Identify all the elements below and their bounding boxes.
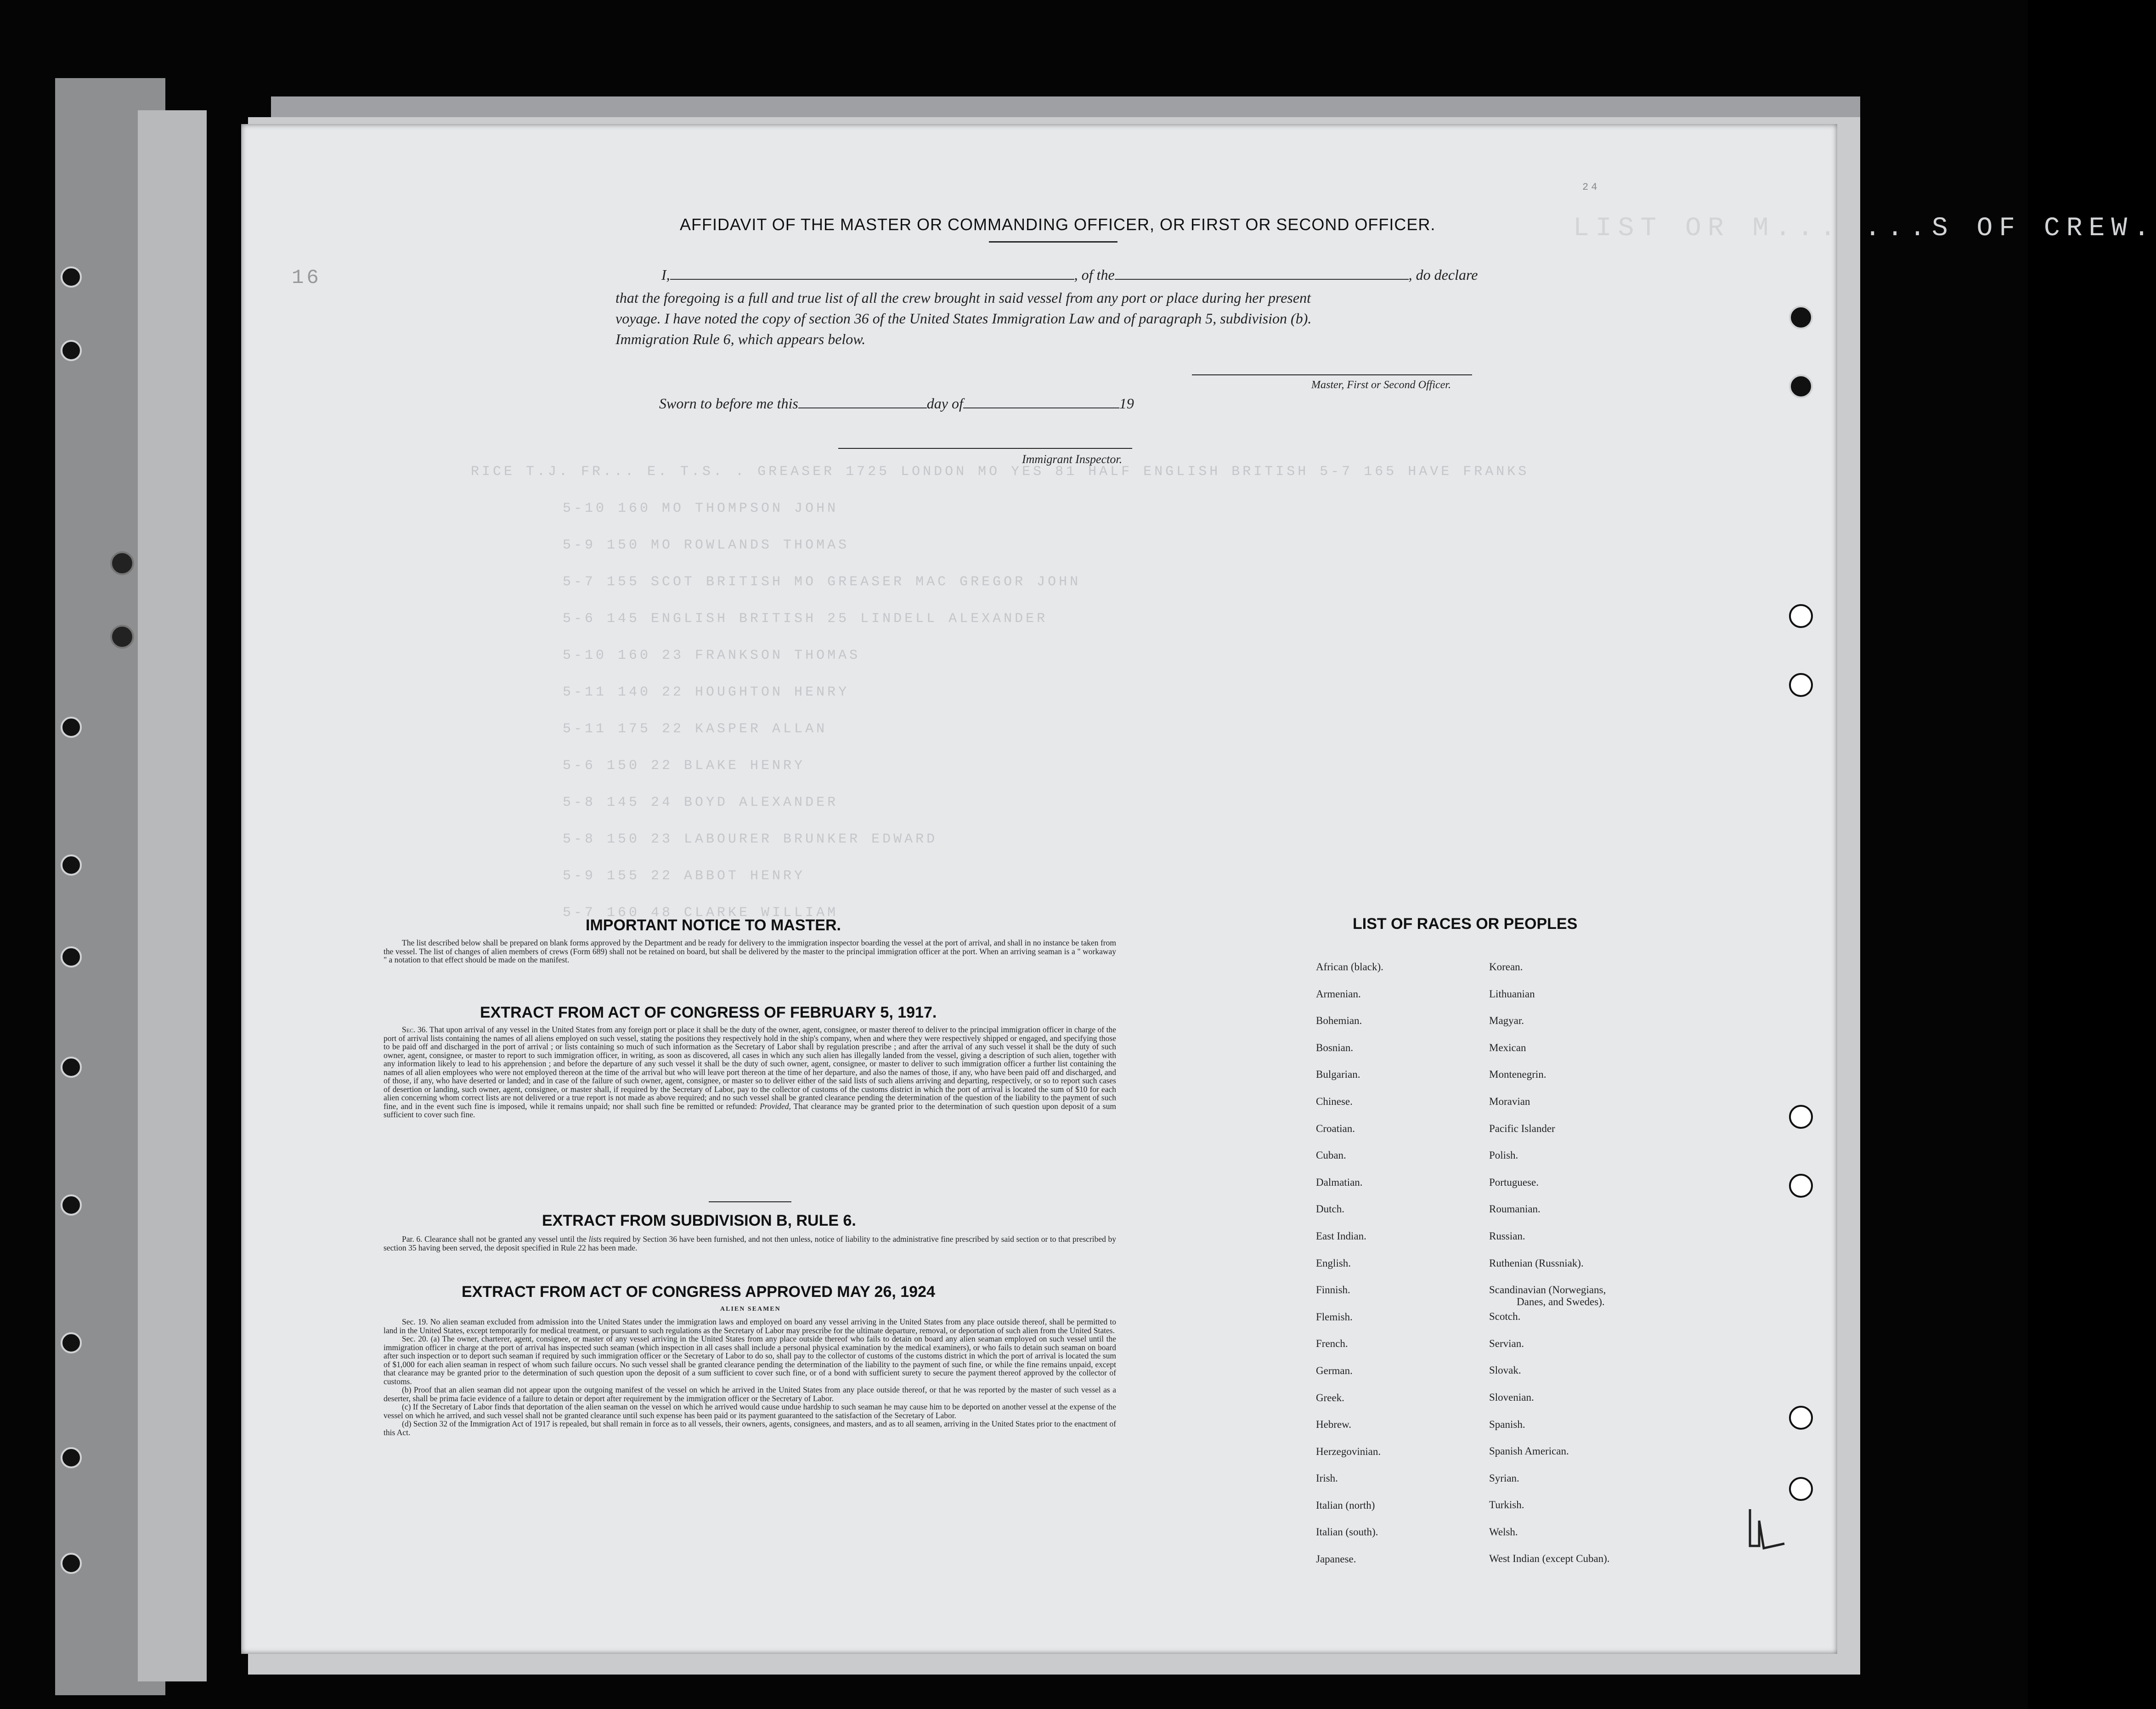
race-item: Croatian. [1316, 1122, 1355, 1134]
binder-hole [61, 854, 82, 876]
inspector-line [838, 448, 1132, 449]
race-item: Dalmatian. [1316, 1176, 1363, 1188]
race-item: Finnish. [1316, 1284, 1350, 1296]
races-column-1 [1316, 961, 1383, 1580]
race-item: Armenian. [1316, 988, 1361, 1000]
race-item: Mexican [1489, 1041, 1526, 1053]
affidavit-line-1: I, , of the , do declare [661, 266, 1478, 283]
races-title: LIST OF RACES OR PEOPLES [1353, 915, 1578, 933]
race-item: Dutch. [1316, 1203, 1344, 1215]
affidavit-line-2: that the foregoing is a full and true list of all the crew brought in said vessel from any port or place during her present [615, 289, 1311, 306]
title-rule [989, 241, 1118, 243]
binder-hole [61, 1447, 82, 1468]
race-item: Italian (south). [1316, 1526, 1378, 1538]
binder-ring [1789, 1477, 1813, 1501]
race-item: Irish. [1316, 1472, 1338, 1484]
race-item: Lithuanian [1489, 988, 1535, 1000]
race-item: Greek. [1316, 1392, 1344, 1403]
affidavit-line-4: Immigration Rule 6, which appears below. [615, 331, 866, 347]
race-item: Servian. [1489, 1337, 1524, 1349]
binder-ring [1789, 1406, 1813, 1430]
binder-hole [61, 1057, 82, 1078]
race-item: Italian (north) [1316, 1499, 1375, 1511]
affidavit-line-3: voyage. I have noted the copy of section 36 of the United States Immigration Law and of paragraph 5, subdivision (b). [615, 310, 1312, 327]
race-item: Montenegrin. [1489, 1069, 1546, 1081]
binder-hole [61, 266, 82, 288]
binder-strip-inner [138, 110, 207, 1681]
race-item: Bosnian. [1316, 1041, 1354, 1053]
notice-title: IMPORTANT NOTICE TO MASTER. [586, 917, 841, 934]
race-item: African (black). [1316, 961, 1383, 973]
race-item: Moravian [1489, 1095, 1530, 1107]
binder-hole [110, 551, 134, 575]
race-item: Spanish American. [1489, 1445, 1569, 1457]
race-item: Korean. [1489, 961, 1523, 973]
alien-seamen-subtitle: ALIEN SEAMEN [720, 1306, 781, 1313]
handwritten-mark [1741, 1507, 1796, 1564]
binder-hole [61, 1332, 82, 1353]
binder-ring [1789, 604, 1813, 628]
binder-ring [1789, 1105, 1813, 1129]
race-item: Pacific Islander [1489, 1122, 1555, 1134]
binder-hole [110, 625, 134, 649]
binder-ring [1789, 673, 1813, 697]
race-item: East Indian. [1316, 1230, 1366, 1242]
manifest-page: LIST OR M... ...S OF CREW. 16 24 RICE T.J. FR... E. T.S. . GREASER 1725 LONDON MO YES 81 HALF ENGLISH BRITISH 5-7 165 HAVE FRANKS 5-10 160 MO THOMPSON JOHN 5-9 150 MO ROWLANDS THOMAS 5-7 155 SCOT BRITISH MO GREASER MAC GREGOR JOHN 5-6 145 ENGLISH BRITISH 25 LINDELL ALEXANDER 5-10 160 23 FRANKSON THOMAS 5-11 140 22 HOUGHTON HENRY 5-11 175 22 KASPER ALLAN 5-6 150 22 BLAKE HENRY 5-8 145 24 BOYD ALEXANDER 5-8 150 23 LABOURER BRUNKER EDWARD 5-9 155 22 ABBOT HENRY 5-7 160 48 CLARKE WILLIAM AFFIDAVIT OF THE MASTER OR COMMANDING OFFICER, OR FIRST OR SECOND OFFICER. I, , of the , do declare that the foregoing is a full and true list of all the crew brought in said vessel from any port or place during her present voyage. I have noted the copy of section 36 of the United States Immigration Law and of paragraph 5, subdivision (b). Immigration Rule 6, which appears below. Master, First or Second Officer. Sworn to before me this day of 19 Immigrant Inspector. IMPORTANT NOTICE TO MASTER. The list described below shall be prepared on blank forms approved by the Department and be ready for delivery to the immigration inspector boarding the vessel at the port of arrival, and shall in no instance be taken from the vessel. The list of changes of alien members of crews (Form 689) shall not be retained on board, but shall be delivered by the master to the principal immigration officer at the port. When an arriving seaman is a " workaway " a notation to that effect should be made on the manifest. EXTRACT FROM ACT OF CONGRESS OF FEBRUARY 5, 1917. Sec. 36. That upon arrival of any vessel in the United States from any foreign port or place it shall be the duty of the owner, agent, consignee, or master thereof to deliver to the principal immigration officer in charge of the port of arrival lists containing the names of all aliens employed on such vessel, stating the positions they respectively hold in the ship's company, when and where they were respectively shipped or engaged, and specifying those to be paid off and discharged in the port of arrival ; or lists containing so much of such information as the Secretary of Labor shall by regulation prescribe ; and after the arrival of any such vessel it shall be the duty of such owner, agent, consignee, or master to report to such immigration officer, in writing, as soon as discovered, all cases in which any such alien has illegally landed from the vessel, giving a description of such alien, together with any information likely to lead to his apprehension ; and before the departure of any such vessel it shall be the duty of such owner, agent, consignee, or master to deliver to such immigration officer a further list containing the names of all alien employees who were not employed thereon at the time of the arrival but who will leave port thereon at the time of her departure, and also the names of those, if any, who have been paid off and discharged, and of those, if any, who have deserted or landed; and in case of the failure of such owner, agent, consignee, or master so to deliver either of the said lists of such aliens arriving and departing, respectively, or so to report such cases of desertion or landing, such owner, agent, consignee, or master shall, if required by the Secretary of Labor, pay to the collector of customs of the customs district in which the port of arrival is located the sum of $10 for each alien concerning whom correct lists are not delivered or a true report is not made as above required; and no such vessel shall be granted clearance pending the determination of the question of the liability to the payment of such fine, and in the event such fine is imposed, while it remains unpaid; nor shall such fine be remitted or refunded: Provided, That clearance may be granted prior to the determination of such question upon deposit of a sum sufficient to cover such fine. EXTRACT FROM SUBDIVISION B, RULE 6. Par. 6. Clearance shall not be granted any vessel until the lists required by Section 36 have been furnished, and not then unless, notice of liability to the administrative fine prescribed by said section or to that prescribed by section 35 having been served, the deposit specified in Rule 22 has been made. EXTRACT FROM ACT OF CONGRESS APPROVED MAY 26, 1924 ALIEN SEAMEN Sec. 19. No alien seaman excluded from admission into the United States under the immigration laws and employed on board any vessel arriving in the United States from any place outside thereof, shall be permitted to land in the United States, except temporarily for medical treatment, or pursuant to such regulations as the Secretary of Labor may prescribe for the ultimate departure, removal, or deportation of such alien from the United States. Sec. 20. (a) The owner, charterer, agent, consignee, or master of any vessel arriving in the United States from any place outside thereof who fails to detain on board any alien seaman employed on such vessel until the immigration officer in charge at the port of arrival has inspected such seaman (which inspection in all cases shall include a personal physical examination by the medical examiners), or who fails to detain such seaman on board after such inspection or to deport such seaman if required by such immigration officer or the Secretary of Labor to do so, shall pay to the collector of customs of the customs district in which the port of arrival is located the sum of $1,000 for each alien seaman in respect of whom such failure occurs. No such vessel shall be granted clearance pending the determination of the liability to the payment of such fine, or while the fine remains unpaid, except that clearance may be granted prior to the determination of such question upon the deposit of a sum sufficient to cover such fine, or of a bond with sufficient surety to secure the payment thereof approved by the collector of customs. (b) Proof that an alien seaman did not appear upon the outgoing manifest of the vessel on which he arrived in the United States from any place outside thereof, or that he was reported by the master of such vessel as a deserter, shall be prima facie evidence of a failure to detain or deport after requirement by the immigration officer or the Secretary of Labor. (c) If the Secretary of Labor finds that deportation of the alien seaman on the vessel on which he arrived would cause undue hardship to such seaman he may cause him to be deported on another vessel at the expense of the vessel on which he arrived, and such vessel shall not be granted clearance until such expense has been paid or its payment guaranteed to the satisfaction of the Secretary of Labor. (d) Section 32 of the Immigration Act of 1917 is repealed, but shall remain in force as to all vessels, their owners, agents, consignees, and masters, and as to all seamen, arriving in the United States prior to the enactment of this Act. LIST OF RACES OR PEOPLES African (black). Armenian. Bohemian. Bosnian. Bulgarian. Chinese. Croatian. Cuban. Dalmatian. Dutch. East Indian. English. Finnish. Flemish. French. German. Greek. Hebrew. Herzegovinian. Irish. Italian (north) Italian (south). Japanese. Korean. Lithuanian Magyar. Mexican Montenegrin. Moravian Pacific Islander Polish. Portuguese. Roumanian. Russian. Ruthenian (Russniak). Scandinavian (Norwegians, Danes, and Swedes). Scotch. Servian. Slovak. Slovenian. Spanish. Spanish American. Syrian. Turkish. Welsh. West Indian (except Cuban). [241, 124, 1837, 1654]
race-item: Welsh. [1489, 1526, 1518, 1538]
race-item: Bohemian. [1316, 1015, 1362, 1027]
race-item: Bulgarian. [1316, 1069, 1360, 1081]
race-item: Cuban. [1316, 1149, 1346, 1161]
binder-hole [61, 946, 82, 968]
race-item: Magyar. [1489, 1015, 1524, 1027]
race-item: Portuguese. [1489, 1176, 1539, 1188]
race-item: Scandinavian (Norwegians, Danes, and Swedes). [1489, 1284, 1606, 1308]
affidavit-title: AFFIDAVIT OF THE MASTER OR COMMANDING OFFICER, OR FIRST OR SECOND OFFICER. [680, 215, 1436, 234]
binder-ring [1789, 306, 1813, 329]
race-item: Slovenian. [1489, 1391, 1534, 1403]
race-item: Turkish. [1489, 1499, 1524, 1511]
extract-1917-title: EXTRACT FROM ACT OF CONGRESS OF FEBRUARY 5, 1917. [480, 1004, 937, 1021]
extract-1924-body: Sec. 19. No alien seaman excluded from admission into the United States under the immigration laws and employed on board any vessel arriving in the United States from any place outside thereof, shall be permitted to land in the United States, except temporarily for medical treatment, or pursuant to such regulations as the Secretary of Labor may prescribe for the ultimate departure, removal, or deportation of such alien from the United States. Sec. 20. (a) The owner, charterer, agent, consignee, or master of any vessel arriving in the United States from any place outside thereof who fails to detain on board any alien seaman employed on such vessel until the immigration officer in charge at the port of arrival has inspected such seaman (which inspection in all cases shall include a personal physical examination by the medical examiners), or who fails to detain such seaman on board after such inspection or to deport such seaman if required by such immigration officer or the Secretary of Labor to do so, shall pay to the collector of customs of the customs district in which the port of arrival is located the sum of $1,000 for each alien seaman in respect of whom such failure occurs. No such vessel shall be granted clearance pending the determination of the liability to the payment of such fine, or while the fine remains unpaid, except that clearance may be granted prior to the determination of such question upon the deposit of a sum sufficient to cover such fine, or of a bond with sufficient surety to secure the payment thereof approved by the collector of customs. (b) Proof that an alien seaman did not appear upon the outgoing manifest of the vessel on which he arrived in the United States from any place outside thereof, or that he was reported by the master of such vessel as a deserter, shall be prima facie evidence of a failure to detain or deport after requirement by the immigration officer or the Secretary of Labor. (c) If the Secretary of Labor finds that deportation of the alien seaman on the vessel on which he arrived would cause undue hardship to such seaman he may cause him to be deported on another vessel at the expense of the vessel on which he arrived, and such vessel shall not be granted clearance until such expense has been paid or its payment guaranteed to the satisfaction of the Secretary of Labor. (d) Section 32 of the Immigration Act of 1917 is repealed, but shall remain in force as to all vessels, their owners, agents, consignees, and masters, and as to all seamen, arriving in the United States prior to the enactment of this Act. [384, 1317, 1116, 1437]
binder-ring [1789, 1174, 1813, 1198]
race-item: English. [1316, 1257, 1351, 1269]
races-column-2 [1489, 961, 1610, 1580]
sworn-line: Sworn to before me this day of 19 [659, 395, 1134, 412]
binder-hole [61, 1194, 82, 1216]
race-item: Japanese. [1316, 1553, 1356, 1565]
race-item: German. [1316, 1364, 1353, 1376]
extract-rule6-title: EXTRACT FROM SUBDIVISION B, RULE 6. [542, 1212, 856, 1229]
race-item: Roumanian. [1489, 1203, 1541, 1215]
binder-ring [1789, 374, 1813, 398]
race-item: Slovak. [1489, 1364, 1521, 1376]
bleed-through-header: LIST OR M... ...S OF CREW. [1573, 214, 2156, 243]
binder-hole [61, 340, 82, 361]
extract-1924-title: EXTRACT FROM ACT OF CONGRESS APPROVED MAY 26, 1924 [462, 1283, 935, 1301]
signature-label: Master, First or Second Officer. [1311, 379, 1451, 391]
race-item: Russian. [1489, 1230, 1525, 1242]
notice-body: The list described below shall be prepared on blank forms approved by the Department and be ready for delivery to the immigration inspector boarding the vessel at the port of arrival, and shall in no instance be taken from the vessel. The list of changes of alien members of crews (Form 689) shall not be retained on board, but shall be delivered by the master to the principal immigration officer at the port. When an arriving seaman is a " workaway " a notation to that effect should be made on the manifest. [384, 938, 1116, 964]
bleed-through-number: 16 [292, 266, 322, 289]
race-item: Herzegovinian. [1316, 1445, 1381, 1457]
race-item: Scotch. [1489, 1311, 1521, 1323]
inspector-label: Immigrant Inspector. [1022, 453, 1123, 466]
race-item: French. [1316, 1338, 1348, 1350]
race-item: Polish. [1489, 1149, 1518, 1161]
corner-mark: 24 [1582, 181, 1600, 193]
race-item: Hebrew. [1316, 1419, 1352, 1431]
race-item: Spanish. [1489, 1418, 1525, 1430]
race-item: Flemish. [1316, 1311, 1353, 1323]
binder-hole [61, 717, 82, 738]
signature-line [1192, 374, 1472, 375]
binder-hole [61, 1553, 82, 1574]
handwritten-mark-icon [1741, 1507, 1796, 1557]
extract-1917-body: Sec. 36. That upon arrival of any vessel in the United States from any foreign port or place it shall be the duty of the owner, agent, consignee, or master thereof to deliver to the principal immigration officer in charge of the port of arrival lists containing the names of all aliens employed on such vessel, stating the positions they respectively hold in the ship's company, when and where they were respectively shipped or engaged, and specifying those to be paid off and discharged in the port of arrival ; or lists containing so much of such information as the Secretary of Labor shall by regulation prescribe ; and after the arrival of any such vessel it shall be the duty of such owner, agent, consignee, or master to report to such immigration officer, in writing, as soon as discovered, all cases in which any such alien has illegally landed from the vessel, giving a description of such alien, together with any information likely to lead to his apprehension ; and before the departure of any such vessel it shall be the duty of such owner, agent, consignee, or master to deliver to such immigration officer a further list containing the names of all alien employees who were not employed thereon at the time of the arrival but who will leave port thereon at the time of her departure, and also the names of those, if any, who have been paid off and discharged, and of those, if any, who have deserted or landed; and in case of the failure of such owner, agent, consignee, or master so to deliver either of the said lists of such aliens arriving and departing, respectively, or so to report such cases of desertion or landing, such owner, agent, consignee, or master shall, if required by the Secretary of Labor, pay to the collector of customs of the customs district in which the port of arrival is located the sum of $10 for each alien concerning whom correct lists are not delivered or a true report is not made as above required; and no such vessel shall be granted clearance pending the determination of the question of the liability to the payment of such fine, and in the event such fine is imposed, while it remains unpaid; nor shall such fine be remitted or refunded: Provided, That clearance may be granted prior to the determination of such question upon deposit of a sum sufficient to cover such fine. [384, 1025, 1117, 1119]
race-item: Ruthenian (Russniak). [1489, 1257, 1584, 1269]
section-rule [709, 1201, 791, 1202]
race-item: West Indian (except Cuban). [1489, 1553, 1610, 1565]
extract-rule6-body: Par. 6. Clearance shall not be granted any vessel until the lists required by Section 36 have been furnished, and not then unless, notice of liability to the administrative fine prescribed by said section or to that prescribed by section 35 having been served, the deposit specified in Rule 22 has been made. [384, 1234, 1117, 1252]
race-item: Syrian. [1489, 1472, 1519, 1484]
race-item: Chinese. [1316, 1095, 1353, 1107]
